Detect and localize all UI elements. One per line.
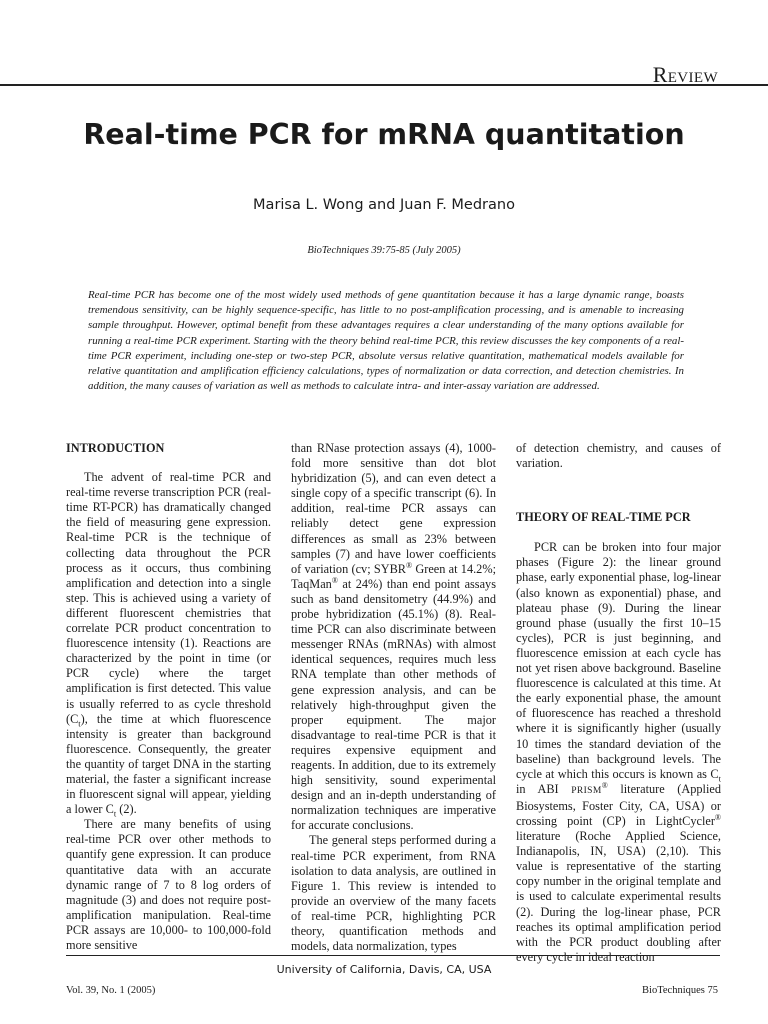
section-label-rest: EVIEW bbox=[667, 70, 718, 86]
column-3 bbox=[516, 441, 721, 965]
article-title: Real-time PCR for mRNA quantitation bbox=[83, 118, 685, 151]
registered-mark: ® bbox=[714, 812, 721, 822]
text: literature (Applied Biosystems, Foster City, CA, USA) or crossing point (CP) in LightCycler bbox=[516, 781, 721, 828]
footer-rule bbox=[66, 955, 720, 956]
subscript: t bbox=[113, 808, 117, 819]
authors: Marisa L. Wong and Juan F. Medrano bbox=[253, 197, 515, 213]
paragraph: There are many benefits of using real-time PCR over other methods to quantify gene expression. It can produce quantitative data with an accurate dynamic range of 7 to 8 log orders of magnitude (3) and does not require post-amplification manipulation. Real-time PCR assays are 10,000- to 100,000-fold more sensitive bbox=[66, 817, 271, 952]
registered-mark: ® bbox=[601, 780, 608, 790]
text: in ABI bbox=[516, 781, 572, 796]
text: Green at 14.2%; TaqMan bbox=[291, 561, 496, 591]
subscript: t bbox=[78, 718, 81, 729]
registered-mark: ® bbox=[406, 560, 413, 570]
affiliation: University of California, Davis, CA, USA bbox=[276, 963, 492, 976]
issue-info: Vol. 39, No. 1 (2005) bbox=[66, 985, 156, 996]
column-1 bbox=[66, 441, 271, 953]
paragraph bbox=[66, 470, 271, 817]
text: literature (Roche Applied Science, Indianapolis, IN, USA) (2,10). This value is representative of the starting copy number in the original template and is used to calculate experimental results (2). During the log-linear phase, PCR reaches its optimal amplification period with the PCR product doubling after every cycle in ideal reaction bbox=[516, 829, 721, 964]
paragraph: The general steps performed during a real-time PCR experiment, from RNA isolation to data analysis, are outlined in Figure 1. This review is intended to provide an overview of the many facets of real-time PCR, highlighting PCR theory, quantification methods and models, data normalization, types bbox=[291, 833, 496, 954]
small-caps-text: PRISM bbox=[571, 785, 602, 796]
registered-mark: ® bbox=[331, 575, 338, 585]
text: ), the time at which fluorescence intensity is greater than background fluorescence. Consequently, the greater the quantity of target DNA in the starting material, the faster a significant increase in fluorescent signal will appear, yielding a lower C bbox=[66, 711, 271, 817]
header-rule bbox=[0, 84, 768, 86]
text: at 24%) than end point assays such as band densitometry (44.9%) and probe hybridization (45.1%) (8). Real-time PCR can also discriminate between messenger RNAs (mRNAs) with almost identical sequences, requires much less RNA template than other methods of gene expression analysis, and can be relatively high-throughput given the proper equipment. The major disadvantage to real-time PCR is that it requires expensive equipment and reagents. In addition, due to its extremely high sensitivity, sound experimental design and an in-depth understanding of normalization techniques are imperative for accurate conclusions. bbox=[291, 576, 496, 833]
text: than RNase protection assays (4), 1000-fold more sensitive than dot blot hybridization (5), and can even detect a single copy of a specific transcript (6). In addition, real-time PCR assays can reliably detect gene expression differences as small as 23% between samples (7) and have lower coefficients of variation (cv; SYBR bbox=[291, 441, 496, 576]
column-2 bbox=[291, 441, 496, 954]
citation: BioTechniques 39:75-85 (July 2005) bbox=[307, 245, 461, 256]
paragraph bbox=[516, 540, 721, 965]
text: The advent of real-time PCR and real-time reverse transcription PCR (real-time RT-PCR) has dramatically changed the field of measuring gene expression. Real-time PCR is the technique of collecting data throughout the PCR process as it occurs, thus combining amplification and detection into a single step. This is achieved using a variety of different fluorescent chemistries that correlate PCR product concentration to fluorescence intensity (1). Reactions are characterized by the point in time (or PCR cycle) where the target amplification is first detected. This value is usually referred to as cycle threshold (C bbox=[66, 470, 271, 726]
introduction-heading: INTRODUCTION bbox=[66, 441, 165, 455]
section-label-initial: R bbox=[652, 62, 668, 87]
text: (2). bbox=[116, 802, 137, 817]
paragraph bbox=[291, 441, 496, 833]
text: PCR can be broken into four major phases (Figure 2): the linear ground phase, early exponential phase, log-linear (also known as exponential) phase, and plateau phase (9). During the linear ground phase (usually the first 10–15 cycles), PCR is just beginning, and fluorescence emission at each cycle has not yet risen above background. Baseline fluorescence is calculated at this time. At the early exponential phase, the amount of fluorescence has reached a threshold where it is significantly higher (usually 10 times the standard deviation of the baseline) than background levels. The cycle at which this occurs is known as C bbox=[516, 540, 721, 781]
theory-heading: THEORY OF REAL-TIME PCR bbox=[516, 510, 691, 525]
abstract: Real-time PCR has become one of the most widely used methods of gene quantitation because it has a large dynamic range, boasts tremendous sensitivity, can be highly sequence-specific, has little to no post-amplification processing, and is amenable to increasing sample throughput. However, optimal benefit from these advantages requires a clear understanding of the many options available for running a real-time PCR experiment. Starting with the theory behind real-time PCR, this review discusses the key components of a real-time PCR experiment, including one-step or two-step PCR, absolute versus relative quantitation, mathematical models available for relative quantitation and amplification efficiency calculations, types of normalization or data correction, and detection chemistries. In addition, the many causes of variation as well as methods to calculate intra- and inter-assay variation are addressed. bbox=[88, 289, 684, 393]
journal-page-number: BioTechniques 75 bbox=[642, 985, 718, 996]
paragraph: of detection chemistry, and causes of variation. bbox=[516, 441, 721, 471]
subscript: t bbox=[718, 773, 721, 784]
